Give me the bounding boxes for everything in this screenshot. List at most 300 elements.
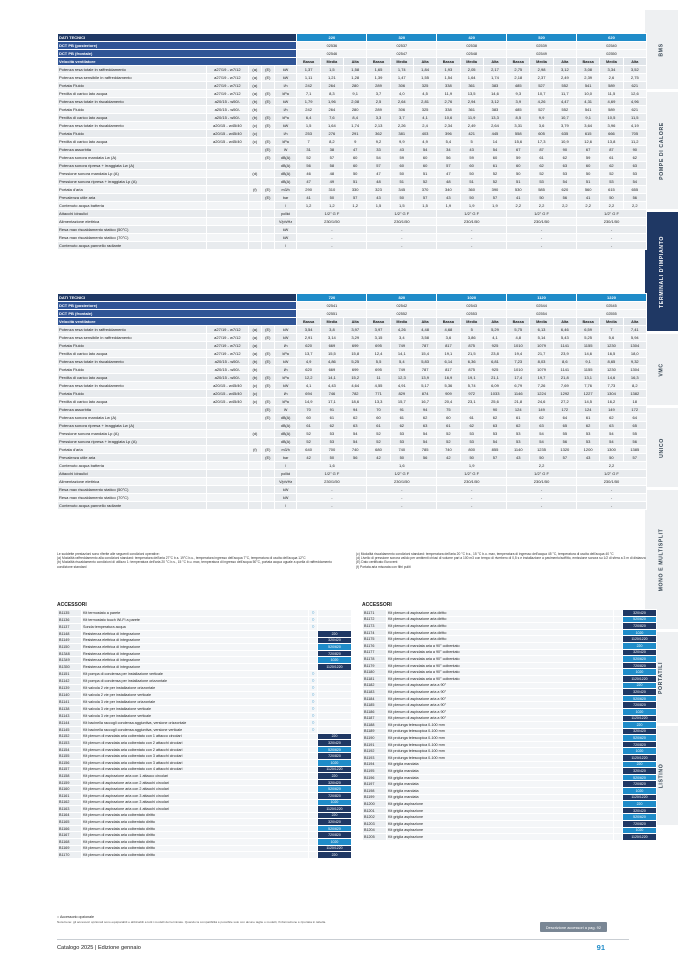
row-label: Contenuto acqua pannello radiante <box>58 502 207 510</box>
cell-value: 8,5 <box>507 114 530 122</box>
cell-value: 2,6 <box>600 74 623 82</box>
row-note-cert: (E) <box>261 454 274 462</box>
cell-value: 50 <box>507 170 530 178</box>
accessory-description: Kit bacinella raccogli condensa aggiuntiva, versione orizzontale <box>82 719 309 726</box>
accessory-model: 320/420 <box>623 610 657 617</box>
table-row <box>58 382 647 390</box>
cell-value: 2,5 <box>367 98 390 106</box>
accessory-row <box>363 761 657 768</box>
row-label: Contenuto acqua pannello radiante <box>58 242 207 250</box>
product-code: 02545 <box>576 302 646 310</box>
row-label: Pressione sonora ripresa + irraggiata Lp (A) <box>58 178 207 186</box>
accessory-model: 720/820 <box>623 623 657 630</box>
row-note-cert <box>261 130 274 138</box>
cell-value: 7,76 <box>576 382 599 390</box>
accessory-optional-dot <box>309 779 318 786</box>
accessory-optional-dot: ○ <box>309 712 318 719</box>
cell-value: 1146 <box>507 390 530 398</box>
accessory-description: Kit griglia aspirazione <box>387 814 614 821</box>
accessory-code: B1186 <box>363 708 387 715</box>
cell-value: 2,49 <box>553 74 576 82</box>
row-condition <box>206 454 248 462</box>
model-header: 1120 <box>507 294 577 302</box>
cell-value: 12,4 <box>367 350 390 358</box>
row-label: Potenza sonora mandata Lw (A) <box>58 414 207 422</box>
cell-value: 54 <box>600 430 623 438</box>
accessory-code: B1137 <box>58 624 82 631</box>
accessory-code: B1176 <box>363 642 387 649</box>
speed-header: Media <box>600 318 623 326</box>
product-code: 02542 <box>367 302 437 310</box>
cell-value: 124 <box>576 406 599 414</box>
row-label: Portata Fluido <box>58 82 207 90</box>
cell-value: 925 <box>483 342 506 350</box>
side-tab-pompe-di-calore[interactable] <box>645 92 678 210</box>
cell-value: 361 <box>460 106 483 114</box>
cell-value: 5,29 <box>483 326 506 334</box>
row-condition: a20/15 - w50/- <box>206 358 248 366</box>
row-unit: W <box>274 146 297 154</box>
cell-value: - <box>577 242 647 250</box>
accessory-row <box>363 675 657 682</box>
cell-value: 1033 <box>483 390 506 398</box>
cell-value: 2,37 <box>530 74 553 82</box>
side-tab-vmc[interactable] <box>645 334 678 406</box>
accessory-code: B1135 <box>58 610 82 617</box>
note-line: (b) Modalità riscaldamento condizioni di utilizzo 1: temperatura dell'aria 20 °C b.s., 15 °C b.u. max, temperatura di ingresso dell'acqua 50°C, portata acqua uguale a quella di raffreddamento condizione standard <box>57 560 332 569</box>
cell-value: 1/2" G F <box>507 470 577 478</box>
speed-header: Bassa <box>507 318 530 326</box>
row-label: Pressione sonora mandata Lp (A) <box>58 430 207 438</box>
cell-value: 7,1 <box>297 90 320 98</box>
cell-value: - <box>507 502 577 510</box>
accessory-code: B1349 <box>58 657 82 664</box>
cell-value: 11,9 <box>460 114 483 122</box>
cell-value: 5 <box>460 326 483 334</box>
cell-value: 5,25 <box>576 334 599 342</box>
cell-value: 61 <box>320 414 343 422</box>
accessory-description: Kit griglia aspirazione <box>387 821 614 828</box>
accessory-row <box>58 631 352 638</box>
table-row <box>58 226 647 234</box>
row-note: (d) <box>248 170 261 178</box>
row-note-cert <box>261 494 274 502</box>
row-condition: a20/15 - w45/40 <box>206 382 248 390</box>
row-note-cert <box>261 162 274 170</box>
cell-value: 57 <box>483 454 506 462</box>
cell-value: 230/1/50 <box>507 218 577 226</box>
table-header-row <box>58 294 647 302</box>
accessory-optional-dot <box>614 649 623 656</box>
row-unit: l/h <box>274 390 297 398</box>
accessory-model: 720/820 <box>318 792 352 799</box>
side-tab-unico[interactable] <box>645 408 678 488</box>
table-row <box>58 194 647 202</box>
accessory-code: B1201 <box>363 807 387 814</box>
accessory-description: Kit plenum di aspirazione aria diritto <box>387 623 614 630</box>
cell-value: 1,5 <box>413 202 436 210</box>
accessory-optional-dot <box>309 631 318 638</box>
cell-value: 52 <box>297 154 320 162</box>
cell-value: 7 <box>600 326 623 334</box>
accessory-code: B1136 <box>58 617 82 624</box>
accessory-code: B1160 <box>58 786 82 793</box>
accessory-model: 220 <box>623 682 657 689</box>
cell-value: 54 <box>530 438 553 446</box>
accessory-model: 520/620 <box>623 814 657 821</box>
accessory-model: 1020 <box>623 748 657 755</box>
accessory-model: 1120/1220 <box>623 755 657 762</box>
cell-value: 63 <box>413 422 436 430</box>
cell-value: 6,09 <box>483 382 506 390</box>
row-unit: pollici <box>274 210 297 218</box>
speed-header: Bassa <box>577 58 600 66</box>
cell-value: 3,52 <box>623 66 646 74</box>
model-header: 1020 <box>437 294 507 302</box>
cell-value: 875 <box>460 366 483 374</box>
row-label: Attacchi idraulici <box>58 210 207 218</box>
accessory-description: Kit griglia mandata <box>387 794 614 801</box>
row-note: (b) <box>248 366 261 374</box>
cell-value: 1235 <box>530 446 553 454</box>
cell-value: 63 <box>530 422 553 430</box>
accessory-optional-dot <box>614 834 623 841</box>
cell-value: 62 <box>600 414 623 422</box>
cell-value: 57 <box>437 162 460 170</box>
cell-value: 785 <box>413 446 436 454</box>
cell-value: 10,6 <box>437 114 460 122</box>
cell-value: 4,96 <box>623 98 646 106</box>
cell-value: 60 <box>367 414 390 422</box>
cell-value: 1,2 <box>320 202 343 210</box>
accessory-optional-dot <box>309 657 318 664</box>
row-condition <box>206 414 248 422</box>
table-row <box>58 454 647 462</box>
row-label: Portata Fluido <box>58 130 207 138</box>
cell-value: 54 <box>413 146 436 154</box>
accessory-model: 1020 <box>623 788 657 795</box>
table-row <box>58 334 647 342</box>
accessory-optional-dot <box>614 728 623 735</box>
cell-value: 5,4 <box>390 358 413 366</box>
cell-value: 2,2 <box>600 202 623 210</box>
accessory-optional-dot <box>614 755 623 762</box>
table-row <box>58 446 647 454</box>
row-condition: a20/15 - w45/40 <box>206 398 248 406</box>
table-row <box>58 406 647 414</box>
accessory-row <box>363 728 657 735</box>
cell-value: 47 <box>297 178 320 186</box>
cell-value: 4,26 <box>390 326 413 334</box>
cell-value: 1,74 <box>390 66 413 74</box>
cell-value: 8,03 <box>530 358 553 366</box>
cell-value: 11,7 <box>553 90 576 98</box>
accessory-optional-dot <box>309 637 318 644</box>
accessory-model: 520/620 <box>318 786 352 793</box>
cell-value: 1,2 <box>344 202 367 210</box>
cell-value: 370 <box>413 186 436 194</box>
cell-value: - <box>367 494 437 502</box>
row-label: Perdita di carico lato acqua <box>58 114 207 122</box>
row-unit: dB(A) <box>274 178 297 186</box>
speed-header: Media <box>460 58 483 66</box>
accessory-description: Kit plenum di mandata aria coibentato diritto <box>82 825 309 832</box>
row-condition: a27/19 - w7/12 <box>206 90 248 98</box>
speed-header: Alta <box>413 58 436 66</box>
accessory-code: B1195 <box>363 768 387 775</box>
product-code: 02539 <box>507 42 577 50</box>
cell-value: 50 <box>320 194 343 202</box>
row-condition <box>206 502 248 510</box>
accessory-code: B1183 <box>363 689 387 696</box>
table-row <box>58 414 647 422</box>
cell-value: 50 <box>320 454 343 462</box>
cell-value: 4,86 <box>320 358 343 366</box>
cell-value: 57 <box>553 454 576 462</box>
cell-value: 749 <box>390 342 413 350</box>
row-note-cert: (E) <box>261 122 274 130</box>
cell-value: 54 <box>600 438 623 446</box>
cell-value: 13,8 <box>600 138 623 146</box>
accessory-description: Kit plenum di aspirazione aria a 90° <box>387 682 614 689</box>
row-note-cert <box>261 430 274 438</box>
accessory-optional-dot <box>309 825 318 832</box>
cell-value: 51 <box>460 178 483 186</box>
cell-value: 6,81 <box>483 358 506 366</box>
table-row <box>58 358 647 366</box>
cell-value: 4,0 <box>390 90 413 98</box>
row-unit: kW <box>274 66 297 74</box>
cell-value: 325 <box>413 106 436 114</box>
cell-value: 1141 <box>553 366 576 374</box>
accessory-row <box>363 715 657 722</box>
row-condition: a20/15 - w50/- <box>206 114 248 122</box>
accessory-description: Kit plenum di aspirazione aria diritto <box>387 616 614 623</box>
row-label: Resa max riscaldamento statico (70°C) <box>58 494 207 502</box>
cell-value: 699 <box>344 366 367 374</box>
table-row <box>58 162 647 170</box>
accessory-row <box>363 662 657 669</box>
row-label: DCT PB (posteriore) <box>58 302 297 310</box>
cell-value: 54 <box>344 438 367 446</box>
accessory-code: B1192 <box>363 748 387 755</box>
accessory-description: Kit plenum di mandata aria coibentato con 4 attacchi circolari <box>82 766 309 773</box>
accessory-optional-dot <box>309 806 318 813</box>
cell-value: 52 <box>297 430 320 438</box>
speed-header: Alta <box>413 318 436 326</box>
row-note <box>248 234 261 242</box>
product-code: 02552 <box>367 310 437 318</box>
cell-value: 620 <box>553 186 576 194</box>
accessory-description-button[interactable]: Descrizione accessori a pag. 92 <box>540 922 607 932</box>
side-tab-terminali-d-impianto[interactable] <box>645 212 678 332</box>
cell-value: 124 <box>507 406 530 414</box>
table-row <box>58 502 647 510</box>
accessory-optional-dot: ○ <box>309 610 318 617</box>
accessory-row <box>58 719 352 726</box>
cell-value: 740 <box>390 446 413 454</box>
accessory-model: 720/820 <box>623 781 657 788</box>
cell-value: 91 <box>390 406 413 414</box>
cell-value: 1/2" G F <box>367 210 437 218</box>
speed-header: Media <box>600 58 623 66</box>
accessories-left-title: ACCESSORI <box>57 602 87 608</box>
cell-value: 61 <box>437 422 460 430</box>
accessory-row <box>363 656 657 663</box>
side-tab-bms[interactable] <box>645 10 678 90</box>
accessory-model: 720/820 <box>623 741 657 748</box>
accessory-optional-dot <box>614 741 623 748</box>
row-condition <box>206 178 248 186</box>
row-label: Potenza resa sensibile in raffreddamento <box>58 334 207 342</box>
cell-value: 330 <box>344 186 367 194</box>
accessory-description: Kit prolunga telescopica 0-100 mm <box>387 755 614 762</box>
row-note-cert: (E) <box>261 374 274 382</box>
cell-value: 1227 <box>576 390 599 398</box>
cell-value: 54 <box>483 438 506 446</box>
cell-value: 50 <box>460 170 483 178</box>
accessory-model: 1020 <box>318 799 352 806</box>
row-unit: kW <box>274 358 297 366</box>
row-condition: a27/19 - w7/12 <box>206 342 248 350</box>
cell-value: 3,54 <box>297 326 320 334</box>
table-row <box>58 146 647 154</box>
accessory-code: B1167 <box>58 832 82 839</box>
cell-value: 2,17 <box>483 66 506 74</box>
accessory-optional-dot: ○ <box>309 691 318 698</box>
cell-value: - <box>507 494 577 502</box>
cell-value: 1,93 <box>437 66 460 74</box>
row-label: Resa max riscaldamento statico (70°C) <box>58 234 207 242</box>
accessory-optional-dot <box>614 695 623 702</box>
row-label: Potenza assorbita <box>58 406 207 414</box>
row-unit: dB(A) <box>274 430 297 438</box>
accessory-row <box>363 748 657 755</box>
cell-value: 61 <box>507 414 530 422</box>
row-condition <box>206 406 248 414</box>
cell-value: 1079 <box>530 342 553 350</box>
cell-value: 2,2 <box>577 202 600 210</box>
cell-value: 1230 <box>600 342 623 350</box>
cell-value: 1,9 <box>437 202 460 210</box>
row-note: (f) <box>248 186 261 194</box>
row-condition: a27/19 - w7/12 <box>206 350 248 358</box>
row-condition: a20/15 - w45/40 <box>206 130 248 138</box>
cell-value: 230/1/50 <box>507 478 577 486</box>
cell-value: 4,1 <box>483 334 506 342</box>
cell-value: 3,3 <box>367 114 390 122</box>
accessory-optional-dot <box>309 746 318 753</box>
model-header: 720 <box>297 294 367 302</box>
cell-value: 1,5 <box>367 202 390 210</box>
row-note-cert: (E) <box>261 114 274 122</box>
cell-value: 62 <box>623 154 646 162</box>
cell-value: 27,2 <box>553 398 576 406</box>
row-condition: a27/19 - w7/12 <box>206 82 248 90</box>
side-tab-label: VMC <box>658 362 665 377</box>
cell-value: 62 <box>413 414 436 422</box>
accessory-code: B1348 <box>58 650 82 657</box>
cell-value: 54 <box>623 178 646 186</box>
accessory-code: B1190 <box>363 735 387 742</box>
cell-value: 15,6 <box>507 138 530 146</box>
cell-value: 2,2 <box>530 202 553 210</box>
cell-value: 56 <box>623 438 646 446</box>
accessory-description: Kit valvola 3 vie per installazione verticale <box>82 712 309 719</box>
row-note: (f) <box>248 446 261 454</box>
accessory-row <box>58 753 352 760</box>
cell-value: 52 <box>367 430 390 438</box>
accessory-code: B1145 <box>58 726 82 733</box>
row-condition: a20/15 - w50/- <box>206 98 248 106</box>
cell-value: 50 <box>460 454 483 462</box>
cell-value: 4,48 <box>413 326 436 334</box>
row-label: Potenza resa sensibile in raffreddamento <box>58 74 207 82</box>
cell-value: 23,8 <box>483 350 506 358</box>
row-label: Portata Fluido <box>58 390 207 398</box>
cell-value: 655 <box>623 186 646 194</box>
cell-value: 41 <box>297 194 320 202</box>
cell-value: 2,98 <box>530 66 553 74</box>
speed-header: Media <box>390 58 413 66</box>
accessory-code: B1165 <box>58 819 82 826</box>
product-code: 02536 <box>297 42 367 50</box>
cell-value: 14 <box>483 138 506 146</box>
accessory-optional-dot <box>614 774 623 781</box>
cell-value: 13,3 <box>483 114 506 122</box>
cell-value: 14,6 <box>600 374 623 382</box>
accessory-code: B1350 <box>58 663 82 670</box>
cell-value: 1/2" G F <box>507 210 577 218</box>
row-unit: kW <box>274 226 297 234</box>
cell-value: 5,17 <box>413 382 436 390</box>
cell-value: 52 <box>600 170 623 178</box>
cell-value: 771 <box>367 390 390 398</box>
accessory-description: Kit prolunga telescopica 0-100 mm <box>387 728 614 735</box>
accessory-optional-dot <box>614 794 623 801</box>
accessory-optional-dot <box>309 766 318 773</box>
cell-value: 17,1 <box>320 398 343 406</box>
cell-value: 59 <box>577 154 600 162</box>
cell-value: 50 <box>577 170 600 178</box>
accessory-row <box>58 698 352 705</box>
cell-value: 10,9 <box>553 138 576 146</box>
row-condition <box>206 202 248 210</box>
cell-value: 52 <box>413 178 436 186</box>
cell-value: 1,2 <box>297 202 320 210</box>
accessory-row <box>363 821 657 828</box>
cell-value: 63 <box>344 422 367 430</box>
row-label: Potenza resa totale in riscaldamento <box>58 382 207 390</box>
cell-value: 12,6 <box>623 90 646 98</box>
row-note: (a) <box>248 66 261 74</box>
accessory-code: B1193 <box>363 755 387 762</box>
accessory-optional-dot <box>309 650 318 657</box>
row-label: Contenuto acqua batteria <box>58 462 207 470</box>
row-condition: a20/15 - w50/- <box>206 374 248 382</box>
cell-value: 4,31 <box>577 98 600 106</box>
cell-value: 15,5 <box>320 350 343 358</box>
row-note-cert <box>261 226 274 234</box>
speed-header: Bassa <box>367 318 390 326</box>
row-note: (a) <box>248 82 261 90</box>
accessory-optional-dot <box>614 669 623 676</box>
cell-value: 53 <box>507 438 530 446</box>
accessory-description: Kit griglia mandata <box>387 768 614 775</box>
cell-value: 61 <box>460 414 483 422</box>
accessory-code: B1204 <box>363 827 387 834</box>
cell-value: 1,64 <box>320 122 343 130</box>
